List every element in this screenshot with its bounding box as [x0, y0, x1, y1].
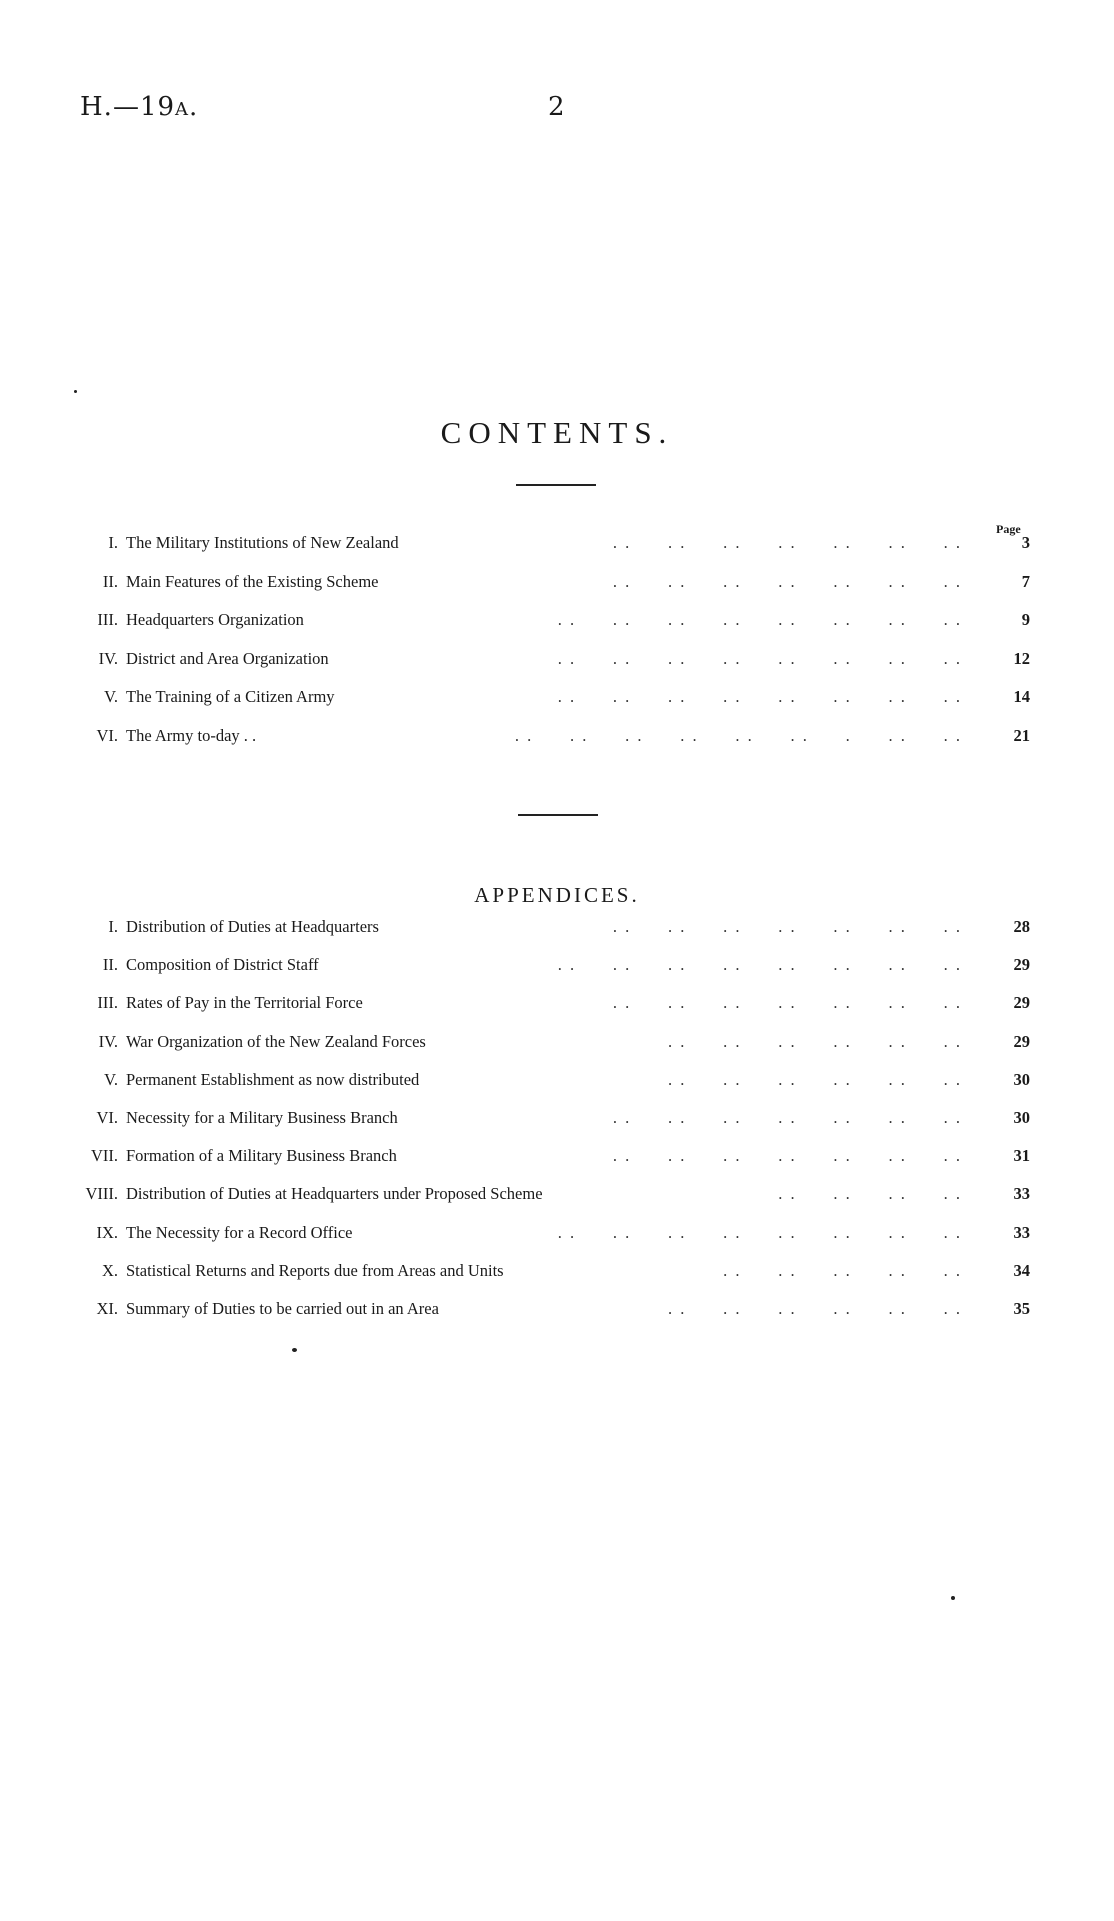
toc-entry-number: II. — [102, 571, 118, 591]
toc-row — [60, 533, 1034, 559]
toc-dot-leaders: . . . . . . . . . . . . . . . . — [557, 648, 962, 668]
print-speck — [951, 1596, 955, 1600]
toc-row — [60, 1261, 1034, 1287]
toc-entry-page: 21 — [1013, 725, 1030, 745]
toc-row — [60, 726, 1034, 752]
toc-entry-number: IV. — [98, 648, 118, 668]
toc-entry-page: 34 — [1013, 1260, 1030, 1280]
toc-entry-title: District and Area Organization — [126, 648, 329, 668]
toc-entry-page: 14 — [1013, 687, 1030, 706]
page-column-label: Page — [996, 522, 1021, 536]
toc-entry-title: The Military Institutions of New Zealand — [126, 533, 399, 552]
toc-entry-title: Statistical Returns and Reports due from Areas and Units — [126, 1260, 504, 1280]
toc-entry-title: Summary of Duties to be carried out in an Area — [126, 1299, 439, 1318]
toc-entry-number: XI. — [96, 1299, 118, 1318]
document-reference — [80, 92, 198, 122]
toc-row — [60, 1032, 1034, 1058]
page-number: 2 — [548, 92, 565, 122]
toc-row — [60, 1299, 1034, 1325]
toc-entry-number: II. — [102, 955, 118, 975]
toc-entry-title: Formation of a Military Business Branch — [126, 1146, 397, 1166]
toc-dot-leaders: . . . . . . . . . . . . . . . . — [557, 687, 962, 706]
toc-entry-title: The Necessity for a Record Office — [126, 1222, 353, 1242]
toc-dot-leaders: . . . . . . . . . . . . . . — [612, 1146, 962, 1166]
toc-dot-leaders: . . . . . . . . . . . . . . — [612, 993, 962, 1013]
toc-dot-leaders: . . . . . . . . . . — [723, 1260, 962, 1280]
toc-entry-number: IX. — [96, 1222, 118, 1242]
toc-entry-number: VIII. — [85, 1184, 118, 1204]
toc-entry-title: Permanent Establishment as now distributed — [126, 1069, 420, 1089]
document-reference-suffix: A — [175, 99, 190, 120]
toc-dot-leaders: . . . . . . . . . . . . — [668, 1069, 962, 1089]
appendices-heading: APPENDICES. — [474, 883, 640, 907]
toc-dot-leaders: . . . . . . . . . . . . — [668, 1031, 962, 1051]
toc-dot-leaders: . . . . . . . . . . . . . . . . — [557, 610, 962, 629]
toc-dot-leaders: . . . . . . . . . . . . . . — [612, 533, 962, 552]
toc-entry-number: VI. — [96, 725, 118, 745]
toc-entry-number: V. — [104, 1069, 118, 1089]
toc-entry-page: 29 — [1013, 993, 1030, 1013]
toc-entry-page: 30 — [1013, 1069, 1030, 1089]
print-speck — [292, 1348, 297, 1352]
toc-entry-page: 12 — [1013, 648, 1030, 668]
toc-row — [60, 993, 1034, 1019]
toc-entry-page: 7 — [1021, 571, 1030, 591]
toc-dot-leaders: . . . . . . . . . . . . . . — [612, 917, 962, 936]
toc-entry-page: 3 — [1021, 533, 1030, 552]
toc-entry-number: V. — [104, 687, 118, 706]
toc-entry-page: 35 — [1013, 1299, 1030, 1318]
toc-entry-page: 29 — [1013, 955, 1030, 975]
toc-entry-title: The Army to-day . . — [126, 725, 257, 745]
toc-entry-title: Rates of Pay in the Territorial Force — [126, 993, 363, 1013]
toc-row — [60, 610, 1034, 636]
toc-dot-leaders: . . . . . . . . . . . . . . . . — [557, 1222, 962, 1242]
toc-row — [60, 1146, 1034, 1172]
toc-entry-title: The Training of a Citizen Army — [126, 687, 335, 706]
toc-entry-number: I. — [108, 533, 118, 552]
toc-entry-page: 28 — [1013, 917, 1030, 936]
document-reference-main: H.—19 — [80, 92, 176, 122]
toc-entry-page: 9 — [1021, 610, 1030, 629]
divider-rule — [518, 814, 598, 816]
toc-entry-title: Composition of District Staff — [126, 955, 319, 975]
toc-entry-page: 33 — [1013, 1184, 1030, 1204]
toc-entry-page: 33 — [1013, 1222, 1030, 1242]
toc-entry-number: III. — [97, 610, 118, 629]
toc-row — [60, 1184, 1034, 1210]
toc-entry-title: Headquarters Organization — [126, 610, 304, 629]
toc-row — [60, 687, 1034, 713]
print-speck — [74, 390, 77, 393]
toc-entry-number: IV. — [98, 1031, 118, 1051]
toc-row — [60, 917, 1034, 943]
toc-entry-title: Distribution of Duties at Headquarters under Proposed Scheme — [126, 1184, 543, 1204]
toc-entry-number: I. — [108, 917, 118, 936]
toc-dot-leaders: . . . . . . . . — [778, 1184, 962, 1204]
toc-entry-title: War Organization of the New Zealand Forces — [126, 1031, 426, 1051]
toc-row — [60, 1070, 1034, 1096]
toc-row — [60, 649, 1034, 675]
toc-entry-number: X. — [101, 1260, 118, 1280]
toc-dot-leaders: . . . . . . . . . . . . . . — [612, 1108, 962, 1127]
divider-rule — [516, 484, 596, 486]
toc-dot-leaders: . . . . . . . . . . . . . . . . — [557, 955, 962, 975]
toc-entry-page: 31 — [1013, 1146, 1030, 1166]
toc-entry-title: Distribution of Duties at Headquarters — [126, 917, 379, 936]
toc-entry-page: 29 — [1013, 1031, 1030, 1051]
toc-row — [60, 955, 1034, 981]
toc-dot-leaders: . . . . . . . . . . . . . . . . . — [514, 725, 962, 745]
toc-row — [60, 1223, 1034, 1249]
toc-entry-title: Main Features of the Existing Scheme — [126, 571, 379, 591]
toc-entry-number: VI. — [96, 1108, 118, 1127]
toc-row — [60, 1108, 1034, 1134]
toc-entry-number: VII. — [90, 1146, 118, 1166]
document-reference-end: . — [189, 92, 199, 122]
toc-row — [60, 572, 1034, 598]
toc-entry-number: III. — [97, 993, 118, 1013]
toc-entry-page: 30 — [1013, 1108, 1030, 1127]
toc-dot-leaders: . . . . . . . . . . . . . . — [612, 571, 962, 591]
contents-heading: CONTENTS. — [440, 415, 674, 450]
toc-entry-title: Necessity for a Military Business Branch — [126, 1108, 398, 1127]
toc-dot-leaders: . . . . . . . . . . . . — [668, 1299, 962, 1318]
